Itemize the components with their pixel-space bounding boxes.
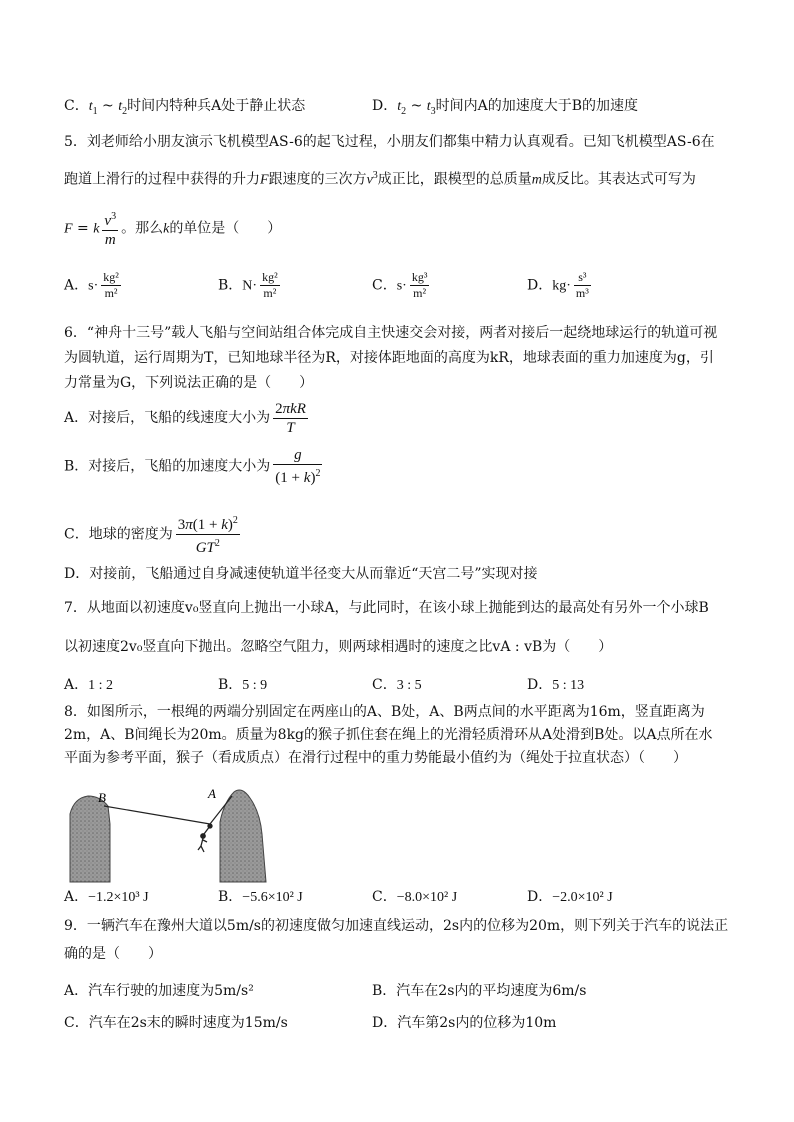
q5-line1: 5．刘老师给小朋友演示飞机模型AS-6的起飞过程，小朋友们都集中精力认真观看。已知飞机模型AS-6在	[64, 134, 715, 150]
q6-option-b: B．对接后，飞船的加速度大小为 $\frac{g}{(1 + k)^2}$	[64, 447, 321, 486]
q8-line2: 2m，A、B间绳长为20m。质量为8kg的猴子抓住套在绳上的光滑轻质滑环从A处滑到B处。以A点所在水	[64, 727, 713, 743]
q6-option-a: A．对接后，飞船的线速度大小为 $\frac{\text{2πkR}}{T}$	[64, 400, 306, 436]
q8-option-d: D．−2.0×10² J	[527, 889, 613, 905]
q6-line2: 为圆轨道，运行周期为T，已知地球半径为R，对接体距地面的高度为kR，地球表面的重力加速度为g，引	[64, 350, 714, 366]
q7-line2: 以初速度2v₀竖直向下抛出。忽略空气阻力，则两球相遇时的速度之比vA : vB为（ ）	[64, 639, 613, 655]
q7-option-a: A．1 : 2	[64, 677, 114, 693]
q7-option-c: C．3 : 5	[372, 677, 422, 693]
q7-option-d: D．5 : 13	[527, 677, 585, 693]
q6-line1: 6．“神舟十三号”载人飞船与空间站组合体完成自主快速交会对接，两者对接后一起绕地球运行的轨道可视	[64, 325, 718, 341]
q6-option-c: C．地球的密度为 $\frac{3\pi(1 + k)^2}{GT^2}$	[64, 512, 243, 557]
q7-option-b: B．5 : 9	[218, 677, 268, 693]
q4-option-c: C．$t_1$ ~ $t_2$时间内特种兵A处于静止状态	[64, 98, 306, 117]
q7-line1: 7．从地面以初速度v₀竖直向上抛出一小球A，与此同时，在该小球上抛能到达的最高处有另外一个小球B	[64, 600, 709, 616]
q8-option-b: B．−5.6×10² J	[218, 889, 303, 905]
q4-option-d: D．$t_2$ ~ $t_3$时间内A的加速度大于B的加速度	[372, 98, 639, 117]
q5-formula: F = k $\frac{v^3}{m}$ 。那么k的单位是（ ）	[64, 208, 281, 250]
q9-line2: 确的是（ ）	[64, 946, 162, 962]
q9-option-b: B．汽车在2s内的平均速度为6m/s	[372, 983, 587, 999]
q5-line2: 跑道上滑行的过程中获得的升力F跟速度的三次方$v^3$成正比，跟模型的总质量m成反比。其表达式可写为	[64, 170, 696, 188]
q5-option-d: D．kg· $\frac{\text{s³}}{\text{m³}}$	[527, 270, 589, 300]
q9-line1: 9．一辆汽车在豫州大道以5m/s的初速度做匀加速直线运动，2s内的位移为20m，则下列关于汽车的说法正	[64, 918, 729, 934]
q8-line3: 平面为参考平面，猴子（看成质点）在滑行过程中的重力势能最小值约为（绳处于拉直状态）（ ）	[64, 750, 687, 766]
q8-option-a: A．−1.2×10³ J	[64, 889, 149, 905]
q9-option-c: C．汽车在2s末的瞬时速度为15m/s	[64, 1015, 288, 1031]
monkey	[198, 824, 212, 852]
label-b: B	[98, 790, 106, 805]
q5-option-a: A．s· $\frac{\text{kg²}}{\text{m²}}$	[64, 270, 119, 300]
q6-option-d: D．对接前，飞船通过自身减速使轨道半径变大从而靠近“天宫二号”实现对接	[64, 566, 538, 582]
q8-line1: 8．如图所示，一根绳的两端分别固定在两座山的A、B处，A、B两点间的水平距离为16m，竖直距离为	[64, 704, 705, 720]
mountain-rope-figure	[64, 784, 284, 884]
q9-option-a: A．汽车行驶的加速度为5m/s²	[64, 983, 254, 999]
q9-option-d: D．汽车第2s内的位移为10m	[372, 1015, 557, 1031]
q6-line3: 力常量为G，下列说法正确的是（ ）	[64, 375, 314, 391]
label-a: A	[208, 786, 216, 801]
left-mountain	[70, 796, 110, 882]
q5-option-c: C．s· $\frac{\text{kg³}}{\text{m²}}$	[372, 270, 428, 300]
right-mountain	[220, 790, 266, 882]
rope	[104, 806, 210, 824]
q8-option-c: C．−8.0×10² J	[372, 889, 458, 905]
q5-option-b: B．N· $\frac{\text{kg²}}{\text{m²}}$	[218, 270, 278, 300]
